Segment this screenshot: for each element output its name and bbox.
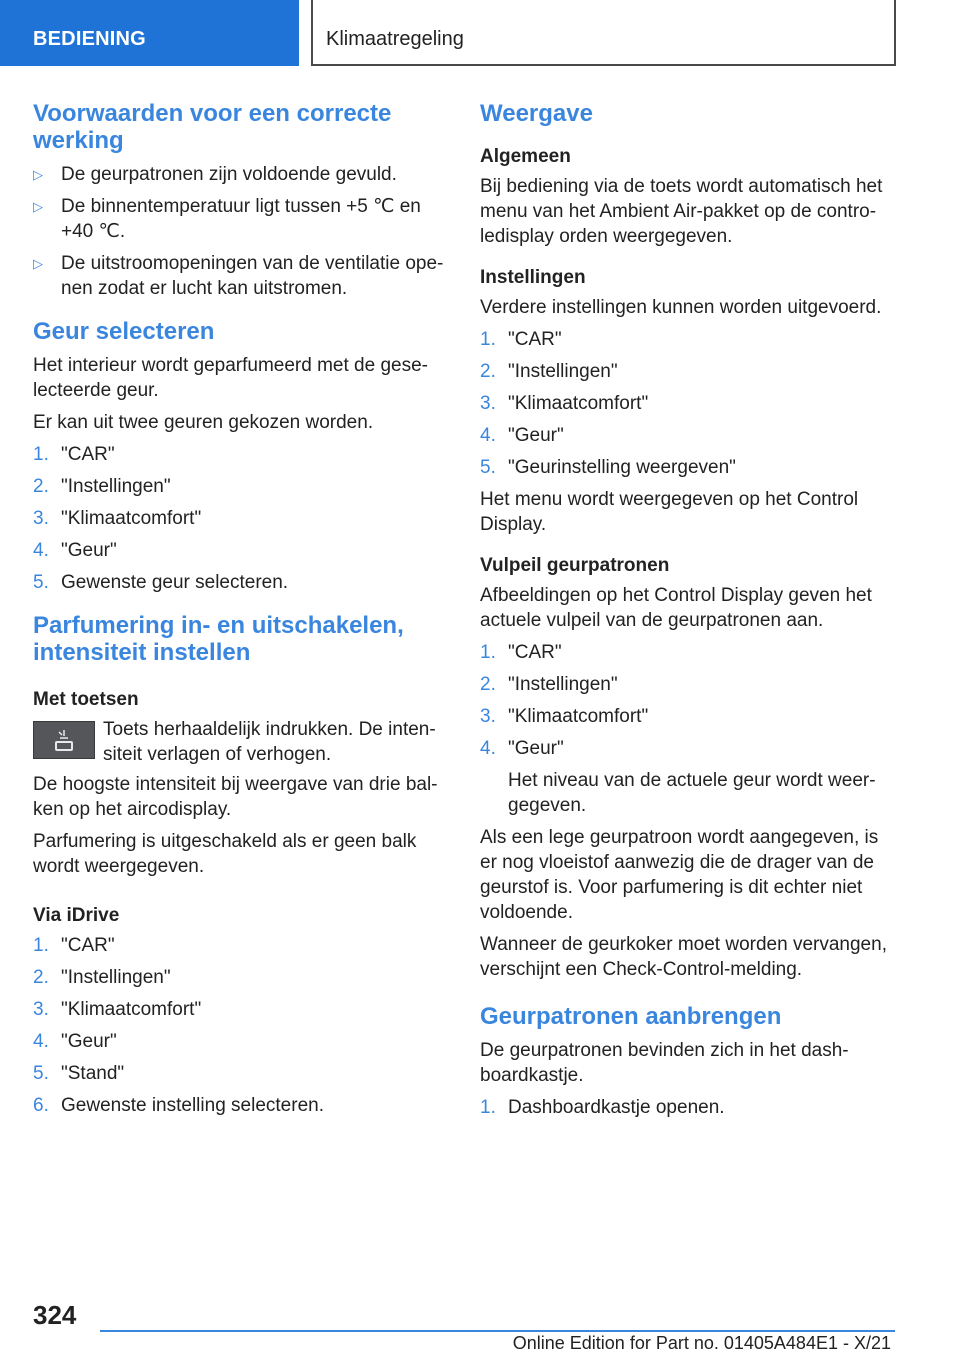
subheading-idrive: Via iDrive	[33, 905, 120, 926]
triangle-bullet-icon: ▷	[33, 167, 43, 182]
list-item: 3. "Klimaatcomfort"	[480, 393, 649, 414]
fragrance-button-icon	[33, 721, 95, 759]
subheading-fill-level: Vulpeil geurpatronen	[480, 555, 670, 576]
paragraph: Er kan uit twee geuren gekozen worden.	[33, 412, 374, 433]
heading-display: Weergave	[480, 100, 593, 127]
list-item: 4. "Geur"	[480, 738, 564, 759]
list-item: 2. "Instellingen"	[480, 361, 618, 382]
heading-perfume-toggle: Parfumering in- en uitschakelen, intensiteit instellen	[33, 612, 404, 666]
heading-conditions: Voorwaarden voor een correcte werking	[33, 100, 392, 154]
paragraph: De hoogste intensiteit bij weergave van drie bal-ken op het aircodisplay.	[33, 774, 438, 820]
select-steps	[33, 442, 449, 595]
list-item: 4. "Geur"	[33, 1031, 117, 1052]
list-item: 1. "CAR"	[33, 444, 115, 465]
install-steps	[480, 1095, 900, 1120]
list-item: ▷ De geurpatronen zijn voldoende gevuld.	[33, 164, 397, 185]
list-item: 2. "Instellingen"	[33, 476, 171, 497]
list-item: 1. "CAR"	[480, 642, 562, 663]
list-item: ▷ De uitstroomopeningen van de ventilatie ope-nen zodat er lucht kan uitstromen.	[33, 253, 444, 299]
paragraph: Als een lege geurpatroon wordt aangegeven, is er nog vloeistof aanwezig die de drager van de geurstof is. Voor parfumering is dit echter niet voldoende.	[480, 827, 879, 923]
paragraph: Wanneer de geurkoker moet worden vervangen, verschijnt een Check-Control-melding.	[480, 934, 887, 980]
list-item: 1. Dashboardkastje openen.	[480, 1097, 725, 1118]
list-item: 4. "Geur"	[33, 540, 117, 561]
level-steps	[480, 640, 900, 761]
list-item: 6. Gewenste instelling selecteren.	[33, 1095, 324, 1116]
page-header	[0, 0, 960, 66]
idrive-steps	[33, 933, 449, 1118]
paragraph: Afbeeldingen op het Control Display geven het actuele vulpeil van de geurpatronen aan.	[480, 585, 872, 631]
step-note: Het niveau van de actuele geur wordt weer-gegeven.	[508, 770, 876, 816]
subheading-general: Algemeen	[480, 146, 571, 167]
paragraph: Bij bediening via de toets wordt automatisch het menu van het Ambient Air-pakket op de contro-ledisplay orden weergegeven.	[480, 176, 883, 247]
conditions-list	[33, 162, 449, 301]
button-instruction	[33, 717, 449, 767]
list-item: 4. "Geur"	[480, 425, 564, 446]
subheading-settings: Instellingen	[480, 267, 586, 288]
list-item: 5. "Stand"	[33, 1063, 125, 1084]
paragraph: Het menu wordt weergegeven op het Control Display.	[480, 489, 859, 535]
paragraph: Parfumering is uitgeschakeld als er geen balk wordt weergegeven.	[33, 831, 417, 877]
subheading-keys: Met toetsen	[33, 689, 139, 710]
list-item: 2. "Instellingen"	[480, 674, 618, 695]
chapter-title: Klimaatregeling	[311, 0, 896, 66]
list-item: 5. "Geurinstelling weergeven"	[480, 457, 736, 478]
list-item: ▷ De binnentemperatuur ligt tussen +5 ℃ en +40 ℃.	[33, 196, 421, 242]
heading-select-fragrance: Geur selecteren	[33, 318, 215, 345]
page-number: 324	[33, 1300, 77, 1330]
heading-install: Geurpatronen aanbrengen	[480, 1003, 782, 1030]
edition-note: Online Edition for Part no. 01405A484E1 - X/21	[512, 1333, 891, 1353]
list-item: 5. Gewenste geur selecteren.	[33, 572, 289, 593]
list-item: 3. "Klimaatcomfort"	[480, 706, 649, 727]
triangle-bullet-icon: ▷	[33, 199, 43, 214]
footer-divider	[100, 1330, 895, 1332]
settings-steps	[480, 327, 900, 480]
page-footer	[0, 1290, 960, 1362]
list-item: 3. "Klimaatcomfort"	[33, 508, 202, 529]
right-column	[480, 100, 900, 1127]
triangle-bullet-icon: ▷	[33, 256, 43, 271]
section-label: BEDIENING	[0, 0, 299, 66]
left-column	[33, 100, 449, 1125]
list-item: 1. "CAR"	[33, 935, 115, 956]
list-item: 2. "Instellingen"	[33, 967, 171, 988]
paragraph: Het interieur wordt geparfumeerd met de gese-lecteerde geur.	[33, 355, 428, 401]
list-item: 1. "CAR"	[480, 329, 562, 350]
list-item: 3. "Klimaatcomfort"	[33, 999, 202, 1020]
paragraph: De geurpatronen bevinden zich in het dash-boardkastje.	[480, 1040, 849, 1086]
button-description: Toets herhaaldelijk indrukken. De inten-siteit verlagen of verhogen.	[103, 719, 436, 765]
paragraph: Verdere instellingen kunnen worden uitgevoerd.	[480, 297, 882, 318]
